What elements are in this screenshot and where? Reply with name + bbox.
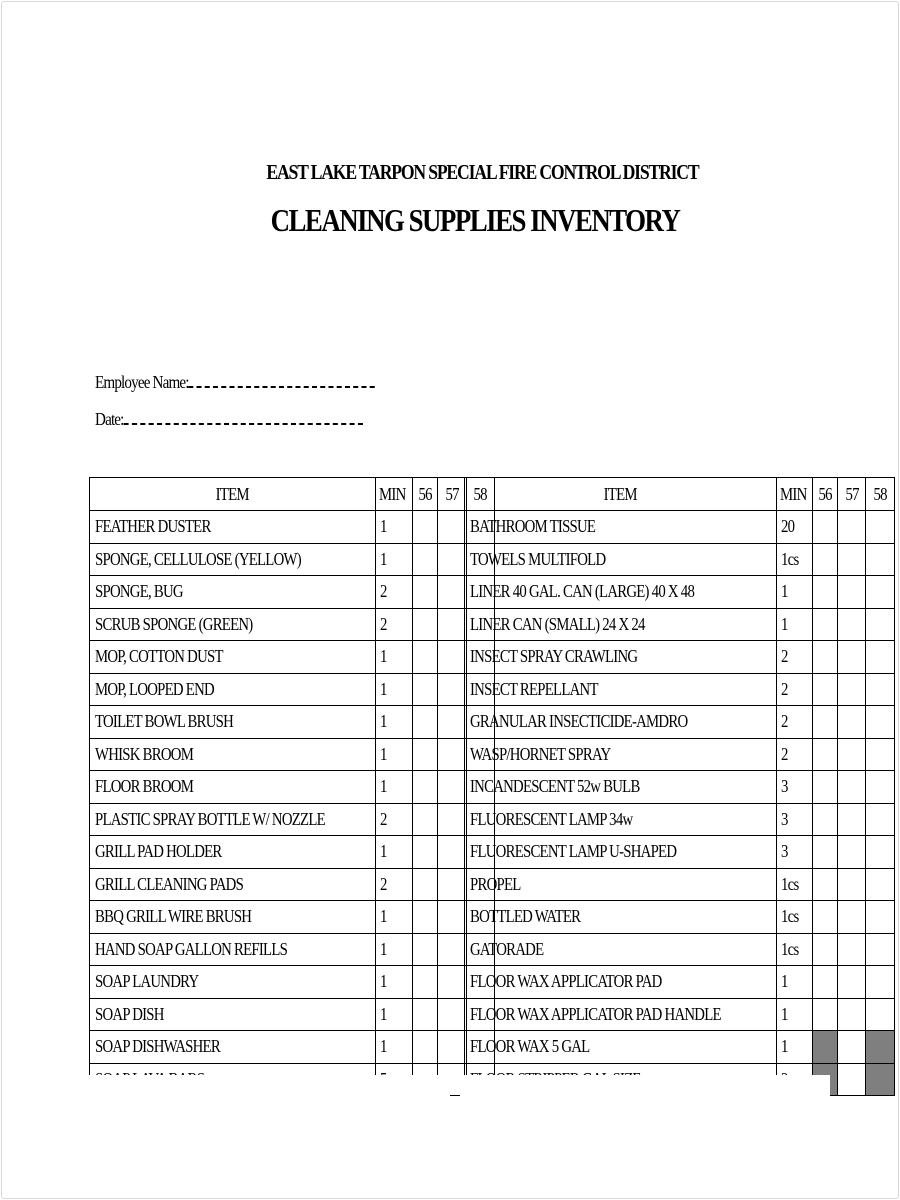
page-cutoff-right [460, 1075, 830, 1135]
min-quantity-cell: 20 [776, 511, 812, 544]
item-name-cell: SPONGE, CELLULOSE (YELLOW) [90, 543, 376, 576]
min-quantity-cell: 1 [376, 673, 412, 706]
min-quantity-cell: 3 [776, 803, 812, 836]
station-58-count-cell[interactable] [866, 706, 895, 739]
station-56-count-cell[interactable] [412, 901, 437, 934]
item-name-cell: SOAP DISHWASHER [90, 1031, 376, 1064]
min-column-header: MIN [376, 478, 412, 511]
min-quantity-cell: 1 [376, 543, 412, 576]
item-name-cell: PLASTIC SPRAY BOTTLE W/ NOZZLE [90, 803, 376, 836]
station-56-count-cell[interactable] [412, 641, 437, 674]
table-row [90, 836, 495, 869]
min-quantity-cell: 1 [376, 901, 412, 934]
min-quantity-cell: 2 [776, 641, 812, 674]
station-58-header: 58 [466, 478, 494, 511]
station-57-count-cell[interactable] [437, 511, 466, 544]
item-name-cell: TOWELS MULTIFOLD [465, 543, 777, 576]
station-57-count-cell[interactable] [437, 901, 466, 934]
station-58-header: 58 [866, 478, 895, 511]
station-57-count-cell[interactable] [838, 933, 866, 966]
station-58-count-cell[interactable] [866, 868, 895, 901]
station-57-count-cell[interactable] [838, 641, 866, 674]
station-56-count-cell[interactable] [412, 966, 437, 999]
station-56-count-cell[interactable] [412, 933, 437, 966]
station-57-count-cell[interactable] [838, 511, 866, 544]
station-56-count-cell[interactable] [412, 771, 437, 804]
table-row [90, 543, 495, 576]
station-57-count-cell[interactable] [838, 803, 866, 836]
station-57-header: 57 [838, 478, 866, 511]
table-row [90, 803, 495, 836]
item-name-cell: FLOOR WAX 5 GAL [465, 1031, 777, 1064]
item-name-cell: FLOOR WAX APPLICATOR PAD [465, 966, 777, 999]
table-row [465, 1031, 895, 1064]
station-56-count-cell[interactable] [412, 836, 437, 869]
min-quantity-cell: 1 [776, 998, 812, 1031]
min-quantity-cell: 1cs [776, 868, 812, 901]
station-57-count-cell[interactable] [838, 998, 866, 1031]
min-quantity-cell: 1cs [776, 543, 812, 576]
item-name-cell: TOILET BOWL BRUSH [90, 706, 376, 739]
station-58-count-cell[interactable] [866, 803, 895, 836]
station-56-count-cell[interactable] [813, 836, 838, 869]
item-name-cell: INCANDESCENT 52w BULB [465, 771, 777, 804]
station-56-count-cell[interactable] [813, 706, 838, 739]
item-name-cell: MOP, LOOPED END [90, 673, 376, 706]
item-name-cell: BBQ GRILL WIRE BRUSH [90, 901, 376, 934]
station-56-count-cell[interactable] [412, 576, 437, 609]
date-field[interactable] [95, 409, 363, 430]
min-quantity-cell: 3 [776, 771, 812, 804]
station-56-count-cell[interactable] [813, 868, 838, 901]
station-57-count-cell[interactable] [437, 966, 466, 999]
table-row [90, 608, 495, 641]
station-56-count-cell [813, 1031, 838, 1064]
min-quantity-cell: 1 [776, 1031, 812, 1064]
page-cutoff-left [85, 1075, 450, 1135]
station-58-count-cell[interactable] [866, 608, 895, 641]
station-58-count-cell[interactable] [866, 998, 895, 1031]
table-row [90, 868, 495, 901]
station-56-count-cell[interactable] [813, 998, 838, 1031]
table-row [465, 966, 895, 999]
min-quantity-cell: 2 [376, 868, 412, 901]
table-row [465, 738, 895, 771]
station-56-count-cell[interactable] [813, 771, 838, 804]
item-name-cell: FLUORESCENT LAMP U-SHAPED [465, 836, 777, 869]
station-57-count-cell[interactable] [437, 641, 466, 674]
station-56-count-cell[interactable] [412, 706, 437, 739]
station-57-count-cell[interactable] [437, 836, 466, 869]
min-quantity-cell: 2 [376, 608, 412, 641]
min-quantity-cell: 1cs [776, 933, 812, 966]
table-row [465, 641, 895, 674]
min-quantity-cell: 1 [376, 966, 412, 999]
station-57-count-cell[interactable] [838, 771, 866, 804]
station-57-count-cell[interactable] [838, 576, 866, 609]
item-name-cell: SPONGE, BUG [90, 576, 376, 609]
station-57-count-cell[interactable] [437, 543, 466, 576]
item-name-cell: FEATHER DUSTER [90, 511, 376, 544]
item-name-cell: LINER CAN (SMALL) 24 X 24 [465, 608, 777, 641]
min-quantity-cell: 2 [776, 706, 812, 739]
item-name-cell: HAND SOAP GALLON REFILLS [90, 933, 376, 966]
station-57-count-cell[interactable] [838, 966, 866, 999]
station-58-count-cell[interactable] [866, 771, 895, 804]
table-row [90, 641, 495, 674]
station-57-count-cell[interactable] [838, 738, 866, 771]
table-row [465, 868, 895, 901]
station-56-count-cell[interactable] [813, 608, 838, 641]
table-row [90, 933, 495, 966]
min-quantity-cell: 1 [376, 1031, 412, 1064]
item-name-cell: BOTTLED WATER [465, 901, 777, 934]
station-58-count-cell[interactable] [866, 673, 895, 706]
table-row [90, 738, 495, 771]
station-57-count-cell[interactable] [838, 706, 866, 739]
item-name-cell: PROPEL [465, 868, 777, 901]
table-header-row [90, 478, 495, 511]
station-56-header: 56 [412, 478, 437, 511]
station-56-count-cell[interactable] [813, 803, 838, 836]
item-name-cell: SCRUB SPONGE (GREEN) [90, 608, 376, 641]
table-row [90, 706, 495, 739]
item-column-header: ITEM [90, 478, 376, 511]
item-name-cell: SOAP LAUNDRY [90, 966, 376, 999]
station-56-count-cell[interactable] [813, 901, 838, 934]
table-row [465, 673, 895, 706]
page-title: CLEANING SUPPLIES INVENTORY [270, 202, 680, 238]
table-row [465, 608, 895, 641]
station-58-count-cell[interactable] [866, 836, 895, 869]
station-58-count-cell[interactable] [866, 966, 895, 999]
min-quantity-cell: 2 [376, 803, 412, 836]
station-57-count-cell[interactable] [437, 576, 466, 609]
station-58-count-cell[interactable] [866, 641, 895, 674]
station-56-count-cell[interactable] [412, 803, 437, 836]
table-row [90, 998, 495, 1031]
table-row [465, 511, 895, 544]
min-quantity-cell: 1 [376, 511, 412, 544]
station-58-count-cell [866, 1063, 895, 1096]
station-57-count-cell[interactable] [838, 1063, 866, 1096]
station-56-header: 56 [813, 478, 838, 511]
min-quantity-cell: 1 [776, 966, 812, 999]
min-quantity-cell: 1 [376, 998, 412, 1031]
table-row [465, 706, 895, 739]
item-name-cell: GRANULAR INSECTICIDE-AMDRO [465, 706, 777, 739]
table-row [465, 576, 895, 609]
min-column-header: MIN [776, 478, 812, 511]
min-quantity-cell: 3 [776, 836, 812, 869]
station-57-count-cell[interactable] [838, 608, 866, 641]
min-quantity-cell: 1 [776, 576, 812, 609]
station-56-count-cell[interactable] [412, 673, 437, 706]
table-row [465, 771, 895, 804]
table-header-row [465, 478, 895, 511]
item-name-cell: MOP, COTTON DUST [90, 641, 376, 674]
table-row [465, 803, 895, 836]
station-58-count-cell[interactable] [866, 543, 895, 576]
item-name-cell: INSECT SPRAY CRAWLING [465, 641, 777, 674]
table-row [465, 933, 895, 966]
min-quantity-cell: 1 [376, 641, 412, 674]
employee-name-field[interactable] [95, 372, 375, 393]
station-57-count-cell[interactable] [838, 836, 866, 869]
station-56-count-cell[interactable] [813, 933, 838, 966]
table-row [465, 901, 895, 934]
min-quantity-cell: 1 [376, 836, 412, 869]
station-56-count-cell[interactable] [412, 998, 437, 1031]
station-58-count-cell[interactable] [866, 576, 895, 609]
station-56-count-cell[interactable] [412, 511, 437, 544]
min-quantity-cell: 1 [776, 608, 812, 641]
station-57-count-cell[interactable] [437, 933, 466, 966]
item-name-cell: SOAP DISH [90, 998, 376, 1031]
employee-name-line[interactable] [189, 374, 375, 388]
station-58-count-cell[interactable] [866, 511, 895, 544]
station-57-count-cell[interactable] [437, 771, 466, 804]
station-57-count-cell[interactable] [437, 673, 466, 706]
min-quantity-cell: 2 [376, 576, 412, 609]
station-57-count-cell[interactable] [437, 608, 466, 641]
station-57-count-cell[interactable] [437, 738, 466, 771]
date-line[interactable] [124, 411, 363, 425]
table-row [465, 836, 895, 869]
station-56-count-cell[interactable] [813, 673, 838, 706]
station-57-count-cell[interactable] [838, 543, 866, 576]
station-57-count-cell[interactable] [838, 1031, 866, 1064]
item-name-cell: GATORADE [465, 933, 777, 966]
table-row [90, 1031, 495, 1064]
min-quantity-cell: 1 [376, 771, 412, 804]
table-row [465, 543, 895, 576]
station-56-count-cell[interactable] [412, 543, 437, 576]
station-57-header: 57 [437, 478, 466, 511]
station-58-count-cell[interactable] [866, 901, 895, 934]
min-quantity-cell: 1 [376, 738, 412, 771]
min-quantity-cell: 1cs [776, 901, 812, 934]
station-58-count-cell[interactable] [866, 933, 895, 966]
item-name-cell: BATHROOM TISSUE [465, 511, 777, 544]
item-name-cell: GRILL PAD HOLDER [90, 836, 376, 869]
station-58-count-cell [866, 1031, 895, 1064]
table-row [90, 901, 495, 934]
item-name-cell: FLUORESCENT LAMP 34w [465, 803, 777, 836]
table-row [90, 673, 495, 706]
station-57-count-cell[interactable] [437, 803, 466, 836]
table-row [90, 966, 495, 999]
station-56-count-cell[interactable] [412, 608, 437, 641]
station-56-count-cell[interactable] [813, 966, 838, 999]
station-58-count-cell[interactable] [866, 738, 895, 771]
station-57-count-cell[interactable] [437, 1031, 466, 1064]
table-row [90, 511, 495, 544]
item-name-cell: FLOOR WAX APPLICATOR PAD HANDLE [465, 998, 777, 1031]
item-name-cell: FLOOR BROOM [90, 771, 376, 804]
min-quantity-cell: 2 [776, 673, 812, 706]
station-57-count-cell[interactable] [838, 901, 866, 934]
table-row [90, 771, 495, 804]
station-56-count-cell[interactable] [813, 576, 838, 609]
table-row [90, 576, 495, 609]
station-56-count-cell[interactable] [813, 641, 838, 674]
station-56-count-cell[interactable] [412, 1031, 437, 1064]
employee-name-label: Employee Name: [95, 372, 189, 392]
station-56-count-cell[interactable] [412, 868, 437, 901]
station-57-count-cell[interactable] [437, 998, 466, 1031]
station-57-count-cell[interactable] [838, 868, 866, 901]
organization-title: EAST LAKE TARPON SPECIAL FIRE CONTROL DISTRICT [266, 160, 699, 184]
station-56-count-cell[interactable] [412, 738, 437, 771]
min-quantity-cell: 2 [776, 738, 812, 771]
item-column-header: ITEM [465, 478, 777, 511]
station-57-count-cell[interactable] [437, 706, 466, 739]
station-57-count-cell[interactable] [838, 673, 866, 706]
inventory-table-left [89, 477, 495, 1096]
station-57-count-cell[interactable] [437, 868, 466, 901]
item-name-cell: WASP/HORNET SPRAY [465, 738, 777, 771]
item-name-cell: LINER 40 GAL. CAN (LARGE) 40 X 48 [465, 576, 777, 609]
station-56-count-cell[interactable] [813, 511, 838, 544]
min-quantity-cell: 1 [376, 706, 412, 739]
min-quantity-cell: 1 [376, 933, 412, 966]
inventory-table-right [464, 477, 895, 1096]
item-name-cell: WHISK BROOM [90, 738, 376, 771]
station-56-count-cell[interactable] [813, 738, 838, 771]
station-56-count-cell[interactable] [813, 543, 838, 576]
table-row [465, 998, 895, 1031]
item-name-cell: INSECT REPELLANT [465, 673, 777, 706]
item-name-cell: GRILL CLEANING PADS [90, 868, 376, 901]
date-label: Date: [95, 409, 124, 429]
